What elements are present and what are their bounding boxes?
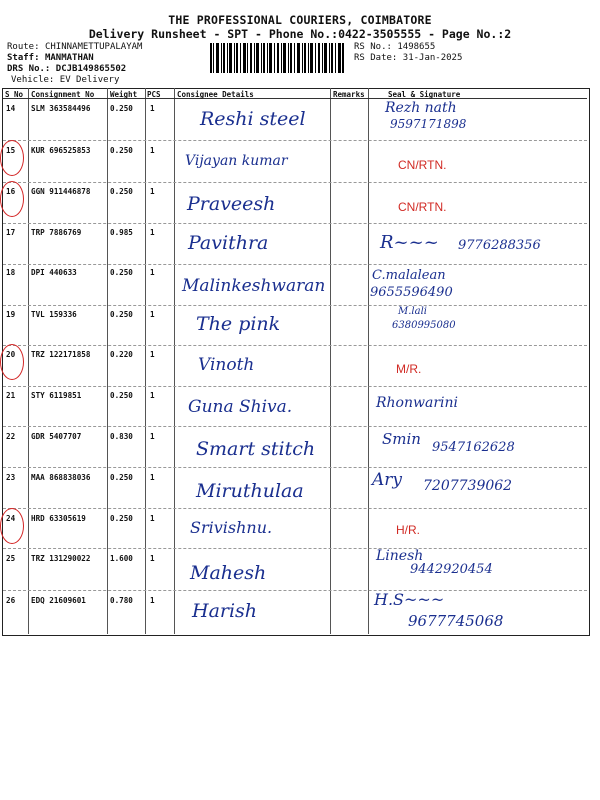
row-signature: Smin: [382, 430, 421, 448]
row-separator: [3, 345, 587, 346]
row-pcs: 1: [150, 268, 155, 277]
staff-value: MANMATHAN: [44, 53, 94, 63]
row-sno: 19: [6, 310, 16, 319]
row-signature: H.S~~~: [374, 590, 445, 609]
row-separator: [3, 305, 587, 306]
row-sno: 20: [6, 350, 16, 359]
row-sno: 23: [6, 473, 16, 482]
row-consignment: HRD 63305619: [31, 514, 86, 523]
row-separator: [3, 140, 587, 141]
row-consignment: MAA 868838036: [31, 473, 91, 482]
row-consignee-handwritten: Smart stitch: [196, 438, 316, 460]
row-signature: Rhonwarini: [376, 395, 458, 411]
col-header-sno: S No: [5, 90, 24, 99]
row-pcs: 1: [150, 514, 155, 523]
row-remark-handwritten: H/R.: [396, 523, 420, 537]
rs-no-value: 1498655: [397, 42, 436, 52]
row-consignee-handwritten: Malinkeshwaran: [182, 276, 326, 296]
row-weight: 0.250: [110, 187, 133, 196]
row-signature: Rezh nath: [385, 100, 457, 116]
row-phone: 6380995080: [392, 320, 456, 331]
staff-label: Staff:: [7, 53, 40, 63]
row-weight: 0.250: [110, 473, 133, 482]
drs-line: [7, 64, 126, 74]
row-separator: [3, 426, 587, 427]
col-divider: [368, 88, 369, 634]
row-phone: 9442920454: [410, 562, 493, 577]
rs-no-line: [354, 42, 435, 52]
row-consignment: SLM 363584496: [31, 104, 91, 113]
row-weight: 0.250: [110, 104, 133, 113]
row-consignment: KUR 696525853: [31, 146, 91, 155]
vehicle-value: EV Delivery: [59, 75, 120, 85]
row-pcs: 1: [150, 228, 155, 237]
row-sno: 18: [6, 268, 16, 277]
col-header-seal: Seal & Signature: [388, 90, 461, 99]
row-consignee-handwritten: Vijayan kumar: [185, 153, 288, 169]
row-consignee-handwritten: Reshi steel: [200, 108, 306, 130]
row-weight: 0.250: [110, 268, 133, 277]
route-value: CHINNAMETTUPALAYAM: [44, 42, 143, 52]
row-weight: 0.220: [110, 350, 133, 359]
rs-date-value: 31-Jan-2025: [402, 53, 463, 63]
row-signature: Ary: [372, 470, 403, 490]
row-consignee-handwritten: Harish: [192, 600, 258, 622]
row-signature: M.lali: [398, 306, 427, 317]
row-signature: C.malalean: [372, 268, 446, 283]
col-header-weight: Weight: [110, 90, 138, 99]
row-consignment: GGN 911446878: [31, 187, 91, 196]
row-sno: 15: [6, 146, 16, 155]
row-sno: 24: [6, 514, 16, 523]
row-weight: 0.250: [110, 391, 133, 400]
col-divider: [28, 88, 29, 634]
vehicle-line: [11, 75, 119, 85]
row-sno: 22: [6, 432, 16, 441]
row-pcs: 1: [150, 350, 155, 359]
staff-line: [7, 53, 94, 63]
row-sno: 25: [6, 554, 16, 563]
row-weight: 0.250: [110, 146, 133, 155]
row-consignee-handwritten: Srivishnu.: [190, 518, 273, 537]
drs-value: DCJB149865502: [55, 64, 127, 74]
row-weight: 0.250: [110, 310, 133, 319]
row-phone: 9547162628: [432, 440, 515, 455]
row-consignment: TRZ 131290022: [31, 554, 91, 563]
row-pcs: 1: [150, 432, 155, 441]
col-header-remarks: Remarks: [333, 90, 365, 99]
row-phone: 9655596490: [370, 285, 453, 300]
row-pcs: 1: [150, 310, 155, 319]
row-remark-handwritten: M/R.: [396, 362, 422, 376]
row-sno: 17: [6, 228, 16, 237]
row-separator: [3, 467, 587, 468]
row-signature: Linesh: [376, 548, 424, 564]
row-consignment: TVL 159336: [31, 310, 77, 319]
row-sno: 16: [6, 187, 16, 196]
drs-label: DRS No.:: [7, 64, 51, 74]
col-divider: [145, 88, 146, 634]
row-separator: [3, 182, 587, 183]
row-remark-handwritten: CN/RTN.: [398, 158, 447, 172]
row-consignee-handwritten: The pink: [196, 313, 281, 335]
row-consignment: TRZ 122171858: [31, 350, 91, 359]
runsheet-title: Delivery Runsheet - SPT - Phone No.:0422-3505555 - Page No.:2: [88, 27, 512, 41]
row-remark-handwritten: CN/RTN.: [398, 200, 447, 214]
row-separator: [3, 386, 587, 387]
rs-date-line: [354, 53, 462, 63]
row-phone: 7207739062: [423, 478, 513, 494]
col-header-consignee: Consignee Details: [177, 90, 254, 99]
row-consignment: TRP 7886769: [31, 228, 82, 237]
row-sno: 21: [6, 391, 16, 400]
row-pcs: 1: [150, 596, 155, 605]
row-weight: 0.985: [110, 228, 133, 237]
row-separator: [3, 264, 587, 265]
row-pcs: 1: [150, 554, 155, 563]
row-pcs: 1: [150, 473, 155, 482]
row-consignment: EDQ 21609601: [31, 596, 86, 605]
row-sno: 14: [6, 104, 16, 113]
col-divider: [330, 88, 331, 634]
row-consignee-handwritten: Vinoth: [198, 355, 255, 375]
col-header-consignment: Consignment No: [31, 90, 95, 99]
row-consignee-handwritten: Pavithra: [188, 232, 269, 254]
route-line: [7, 42, 142, 52]
row-signature: R~~~: [380, 232, 439, 253]
row-consignment: STY 6119851: [31, 391, 82, 400]
row-phone: 9597171898: [390, 117, 467, 131]
row-separator: [3, 223, 587, 224]
company-title: THE PROFESSIONAL COURIERS, COIMBATORE: [168, 13, 432, 27]
row-consignee-handwritten: Mahesh: [190, 562, 267, 584]
barcode-image: [210, 43, 344, 73]
row-separator: [3, 548, 587, 549]
row-pcs: 1: [150, 146, 155, 155]
row-consignment: GDR 5407707: [31, 432, 82, 441]
rs-no-label: RS No.:: [354, 42, 392, 52]
row-weight: 0.780: [110, 596, 133, 605]
row-pcs: 1: [150, 104, 155, 113]
row-consignee-handwritten: Guna Shiva.: [188, 397, 293, 417]
row-consignment: DPI 440633: [31, 268, 77, 277]
row-pcs: 1: [150, 391, 155, 400]
col-divider: [174, 88, 175, 634]
vehicle-label: Vehicle:: [11, 75, 55, 85]
col-divider: [107, 88, 108, 634]
row-consignee-handwritten: Praveesh: [187, 193, 276, 215]
row-separator: [3, 508, 587, 509]
rs-date-label: RS Date:: [354, 53, 398, 63]
row-weight: 1.600: [110, 554, 133, 563]
row-weight: 0.830: [110, 432, 133, 441]
row-pcs: 1: [150, 187, 155, 196]
row-sno: 26: [6, 596, 16, 605]
row-separator: [3, 590, 587, 591]
row-consignee-handwritten: Miruthulaa: [196, 480, 304, 502]
route-label: Route:: [7, 42, 40, 52]
col-header-pcs: PCS: [147, 90, 161, 99]
row-phone: 9776288356: [458, 238, 541, 253]
row-weight: 0.250: [110, 514, 133, 523]
row-phone: 9677745068: [408, 612, 504, 630]
